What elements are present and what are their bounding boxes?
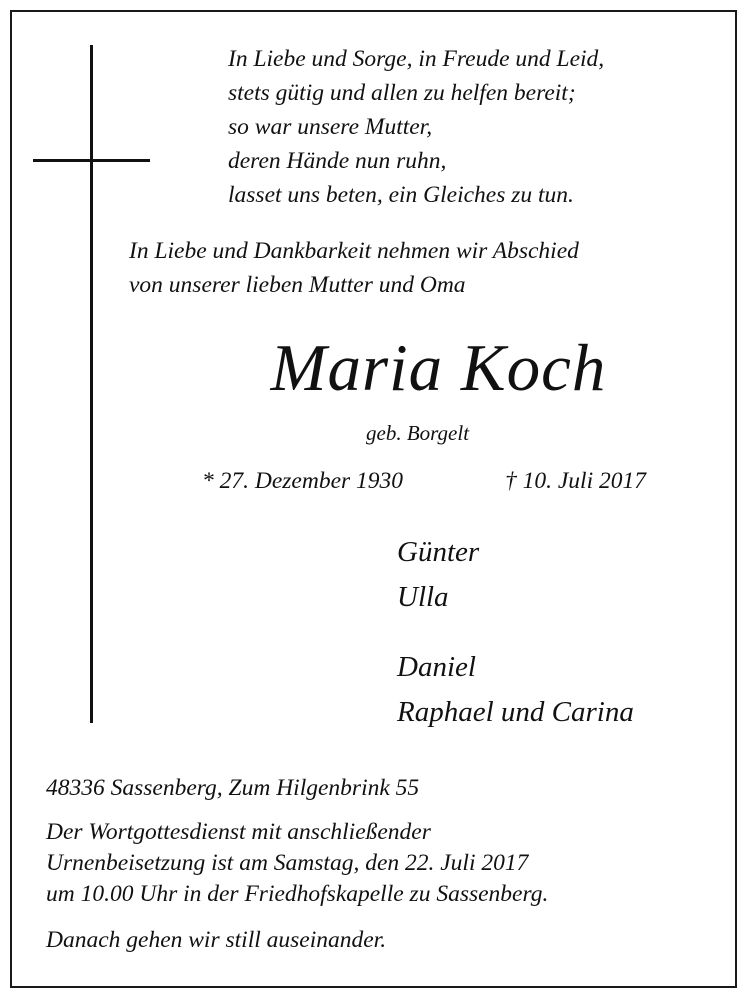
poem [228,42,604,212]
intro-line: In Liebe und Dankbarkeit nehmen wir Abschied [129,238,579,264]
mourner-name: Günter [397,536,480,568]
mourners-children [397,530,479,620]
service-line: Urnenbeisetzung ist am Samstag, den 22. Juli 2017 [46,850,529,876]
poem-line: deren Hände nun ruhn, [228,148,447,174]
mourner-name: Raphael und Carina [397,696,634,728]
poem-line: In Liebe und Sorge, in Freude und Leid, [228,46,605,72]
poem-line: stets gütig und allen zu helfen bereit; [228,80,576,106]
service-details [46,817,548,910]
death-date: † 10. Juli 2017 [505,468,646,494]
service-line: um 10.00 Uhr in der Friedhofskapelle zu Sassenberg. [46,881,549,907]
mourner-name: Daniel [397,651,476,683]
mourners-grandchildren [397,645,634,735]
family-address: 48336 Sassenberg, Zum Hilgenbrink 55 [46,775,420,801]
mourner-name: Ulla [397,581,449,613]
deceased-name: Maria Koch [270,331,607,405]
poem-line: so war unsere Mutter, [228,114,433,140]
maiden-name: geb. Borgelt [366,421,470,445]
cross-crossbar [33,159,150,162]
poem-line: lasset uns beten, ein Gleiches zu tun. [228,182,574,208]
intro-line: von unserer lieben Mutter und Oma [129,272,466,298]
closing-line: Danach gehen wir still auseinander. [46,927,387,953]
service-line: Der Wortgottesdienst mit anschließender [46,819,431,845]
birth-date: * 27. Dezember 1930 [202,468,404,494]
farewell-intro [129,234,579,302]
